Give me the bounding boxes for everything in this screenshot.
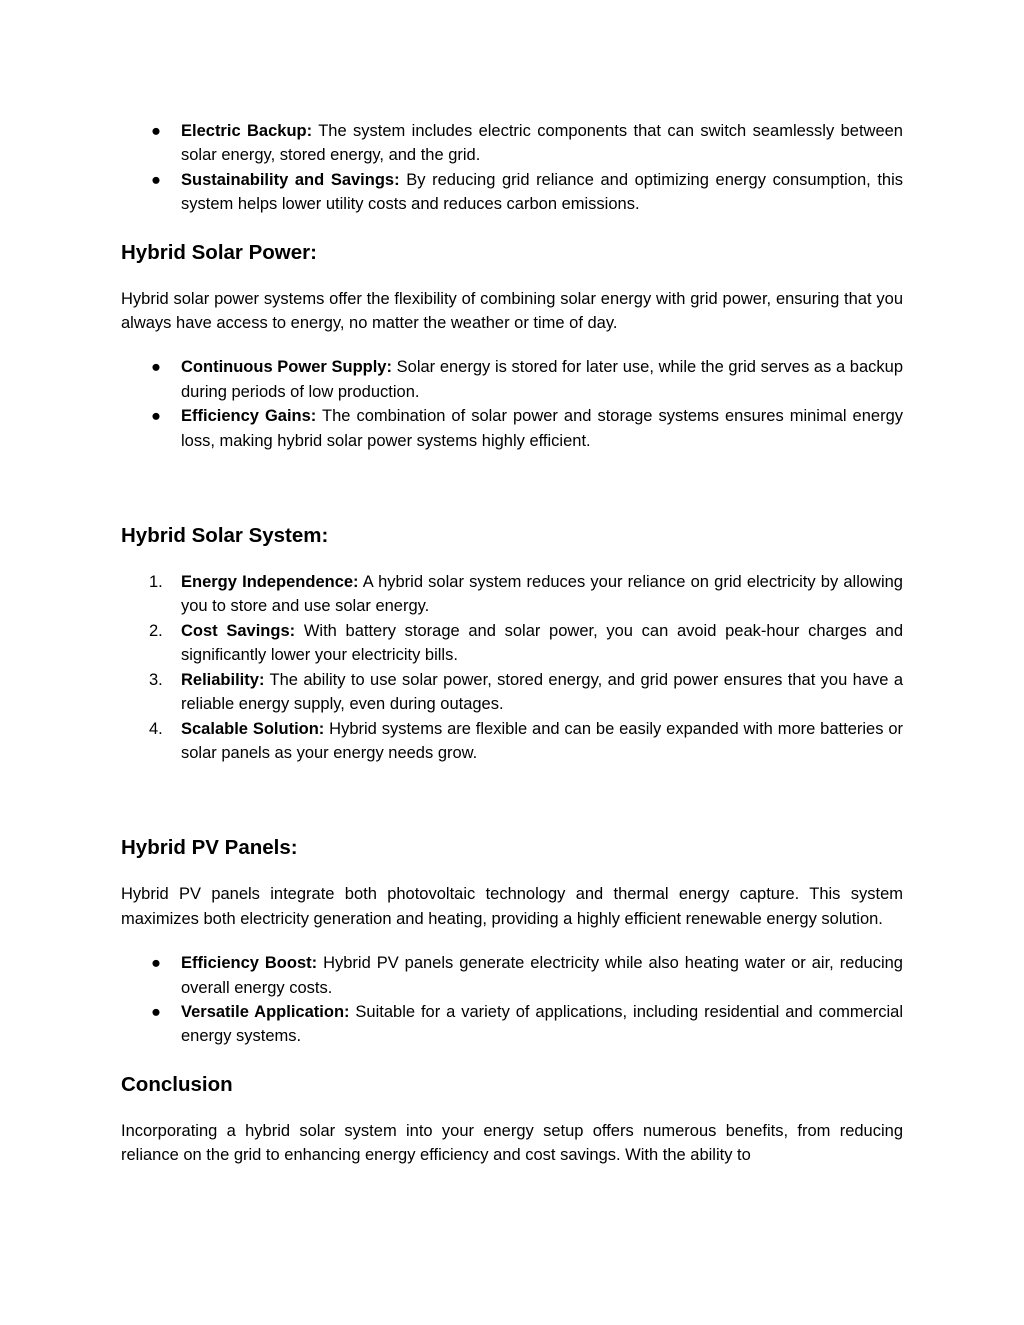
section-heading-hybrid-solar-system: Hybrid Solar System: <box>121 524 329 548</box>
item-term: Energy Independence: <box>181 573 359 592</box>
list-item <box>121 355 903 404</box>
item-text: With battery storage and solar power, you can avoid peak-hour charges and significantly lower your electricity bills. <box>181 621 903 665</box>
item-text: The combination of solar power and storage systems ensures minimal energy loss, making hybrid solar power systems highly efficient. <box>181 407 903 450</box>
item-term: Continuous Power Supply: <box>181 358 392 377</box>
item-text: Solar energy is stored for later use, while the grid serves as a backup during periods of low production. <box>181 358 903 401</box>
list-number: 2. <box>149 621 163 640</box>
section-heading-hybrid-pv-panels: Hybrid PV Panels: <box>121 836 298 860</box>
item-term: Cost Savings: <box>181 621 296 640</box>
list-item <box>121 404 903 453</box>
document-page <box>121 119 903 1168</box>
item-text: The system includes electric components that can switch seamlessly between solar energy, stored energy, and the grid. <box>181 122 903 165</box>
list-item <box>121 570 903 619</box>
bullet-marker: ● <box>151 407 161 426</box>
power-bullet-list <box>121 355 903 453</box>
item-term: Efficiency Gains: <box>181 407 317 426</box>
bullet-marker: ● <box>151 170 161 189</box>
list-item <box>121 668 903 717</box>
item-text: Hybrid PV panels generate electricity while also heating water or air, reducing overall energy costs. <box>181 954 903 997</box>
item-text: Hybrid systems are flexible and can be easily expanded with more batteries or solar panels as your energy needs grow. <box>181 719 903 762</box>
item-text: Suitable for a variety of applications, including residential and commercial energy systems. <box>181 1002 903 1046</box>
item-text: A hybrid solar system reduces your reliance on grid electricity by allowing you to store and use solar energy. <box>181 573 903 616</box>
section-heading-hybrid-solar-power: Hybrid Solar Power: <box>121 240 317 264</box>
list-item <box>121 1000 903 1049</box>
list-number: 1. <box>149 573 163 592</box>
item-term: Reliability: <box>181 670 265 689</box>
intro-bullet-list <box>121 119 903 217</box>
list-number: 3. <box>149 670 163 689</box>
list-item <box>121 119 903 168</box>
bullet-marker: ● <box>151 122 161 140</box>
system-numbered-list <box>121 570 903 765</box>
bullet-marker: ● <box>151 954 161 973</box>
item-term: Sustainability and Savings: <box>181 170 400 189</box>
section-heading-conclusion: Conclusion <box>121 1072 233 1096</box>
section-paragraph: Incorporating a hybrid solar system into your energy setup offers numerous benefits, from reducing reliance on the grid to enhancing energy efficiency and cost savings. With the ability to <box>121 1121 903 1165</box>
item-term: Versatile Application: <box>181 1002 350 1021</box>
bullet-marker: ● <box>151 358 161 377</box>
list-item <box>121 619 903 668</box>
list-item <box>121 951 903 1000</box>
section-paragraph: Hybrid PV panels integrate both photovoltaic technology and thermal energy capture. This system maximizes both electricity generation and heating, providing a highly efficient renewable energy solution. <box>121 885 903 928</box>
item-text: The ability to use solar power, stored energy, and grid power ensures that you have a reliable energy supply, even during outages. <box>181 670 903 714</box>
bullet-marker: ● <box>151 1002 161 1021</box>
section-paragraph: Hybrid solar power systems offer the flexibility of combining solar energy with grid power, ensuring that you always have access to energy, no matter the weather or time of day. <box>121 289 903 333</box>
item-text: By reducing grid reliance and optimizing energy consumption, this system helps lower utility costs and reduces carbon emissions. <box>181 170 903 214</box>
list-item <box>121 168 903 217</box>
item-term: Efficiency Boost: <box>181 954 318 973</box>
item-term: Scalable Solution: <box>181 719 325 738</box>
item-term: Electric Backup: <box>181 122 313 140</box>
list-item <box>121 717 903 766</box>
list-number: 4. <box>149 719 163 738</box>
pv-bullet-list <box>121 951 903 1049</box>
